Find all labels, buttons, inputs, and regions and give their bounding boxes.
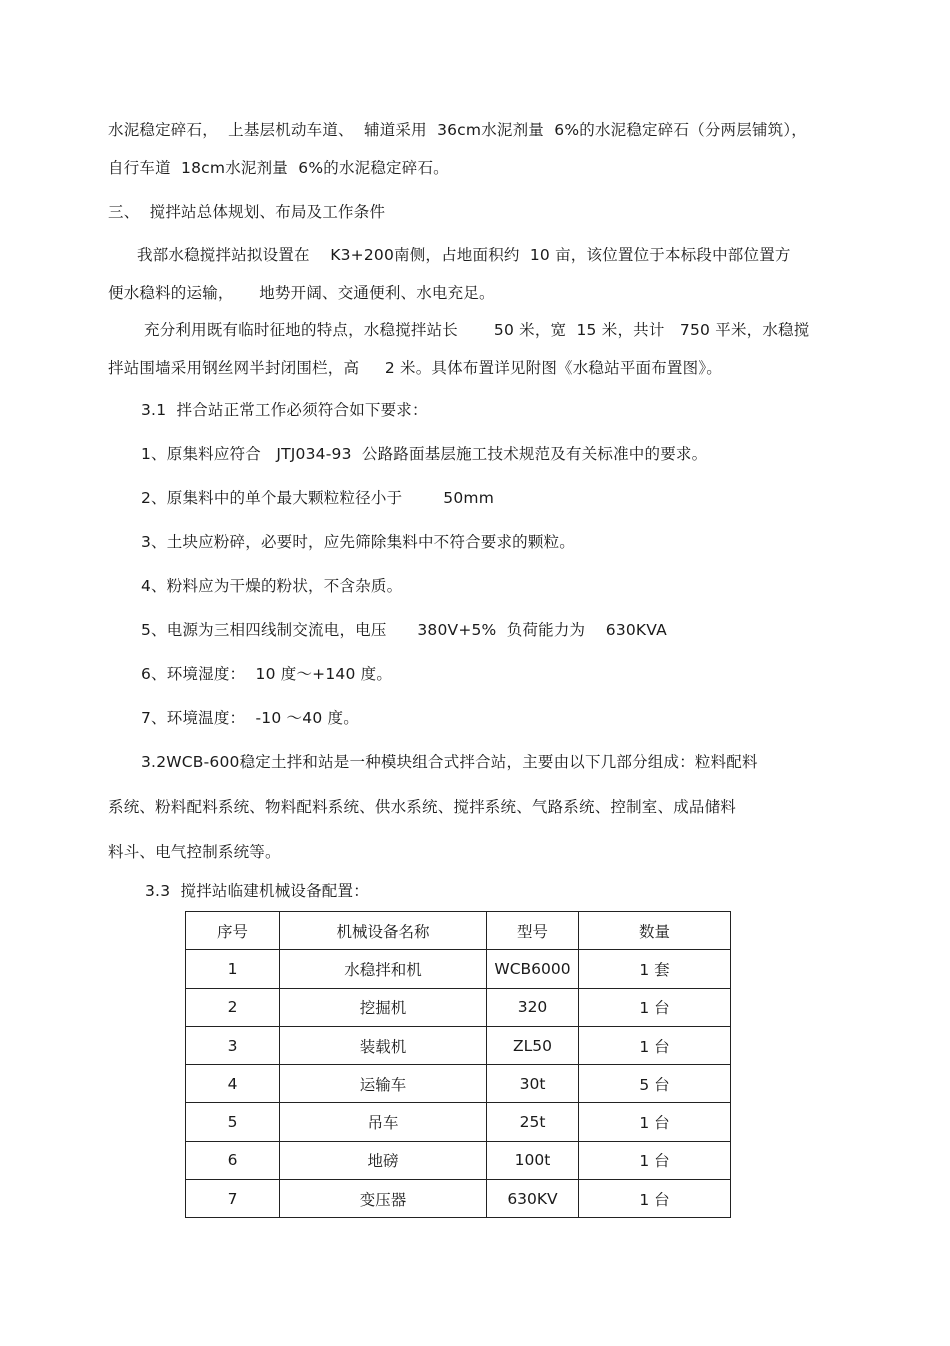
table-row bbox=[186, 950, 731, 988]
requirement-item: 1、原集料应符合 JTJ034-93 公路路面基层施工技术规范及有关标准中的要求。 bbox=[141, 445, 708, 463]
table-cell: 水稳拌和机 bbox=[280, 950, 487, 988]
table-cell: 1 台 bbox=[579, 1141, 731, 1179]
paragraph-line: 便水稳料的运输， 地势开阔、交通便利、水电充足。 bbox=[108, 284, 495, 302]
header-cell-quantity: 数量 bbox=[579, 912, 731, 950]
table-row bbox=[186, 1180, 731, 1218]
table-cell: 7 bbox=[186, 1180, 280, 1218]
header-cell-equipment-name: 机械设备名称 bbox=[280, 912, 487, 950]
table-cell: 装载机 bbox=[280, 1026, 487, 1064]
paragraph-line: 拌站围墙采用钢丝网半封闭围栏，高 2 米。具体布置详见附图《水稳站平面布置图》。 bbox=[108, 359, 722, 377]
table-cell: 320 bbox=[487, 988, 579, 1026]
table-row bbox=[186, 1141, 731, 1179]
paragraph-line: 3.2WCB-600稳定土拌和站是一种模块组合式拌合站，主要由以下几部分组成：粒料配料 bbox=[141, 753, 758, 771]
table-cell: 30t bbox=[487, 1065, 579, 1103]
table-cell: ZL50 bbox=[487, 1026, 579, 1064]
table-cell: 变压器 bbox=[280, 1180, 487, 1218]
requirement-item: 5、电源为三相四线制交流电，电压 380V+5% 负荷能力为 630KVA bbox=[141, 621, 667, 639]
table-cell: 吊车 bbox=[280, 1103, 487, 1141]
table-cell: 2 bbox=[186, 988, 280, 1026]
paragraph-line: 充分利用既有临时征地的特点，水稳搅拌站长 50 米，宽 15 米，共计 750 平米，水稳搅 bbox=[144, 321, 810, 339]
header-cell-model: 型号 bbox=[487, 912, 579, 950]
table-cell: 1 bbox=[186, 950, 280, 988]
paragraph-line: 我部水稳搅拌站拟设置在 K3+200南侧，占地面积约 10 亩，该位置位于本标段中部位置方 bbox=[137, 246, 791, 264]
table-row bbox=[186, 1065, 731, 1103]
table-cell: WCB6000 bbox=[487, 950, 579, 988]
paragraph-line: 料斗、电气控制系统等。 bbox=[108, 843, 281, 861]
table-header-row bbox=[186, 912, 731, 950]
header-cell-index: 序号 bbox=[186, 912, 280, 950]
table-row bbox=[186, 1103, 731, 1141]
requirement-item: 6、环境湿度： 10 度～+140 度。 bbox=[141, 665, 393, 683]
table-cell: 5 台 bbox=[579, 1065, 731, 1103]
table-cell: 6 bbox=[186, 1141, 280, 1179]
section-heading: 三、 搅拌站总体规划、布局及工作条件 bbox=[108, 203, 386, 221]
table-cell: 挖掘机 bbox=[280, 988, 487, 1026]
subsection-heading: 3.3 搅拌站临建机械设备配置： bbox=[145, 882, 369, 900]
requirement-item: 3、土块应粉碎，必要时，应先筛除集料中不符合要求的颗粒。 bbox=[141, 533, 575, 551]
table-cell: 5 bbox=[186, 1103, 280, 1141]
table-cell: 25t bbox=[487, 1103, 579, 1141]
table-cell: 运输车 bbox=[280, 1065, 487, 1103]
table-cell: 4 bbox=[186, 1065, 280, 1103]
table-row bbox=[186, 988, 731, 1026]
requirement-item: 7、环境温度： -10 ～40 度。 bbox=[141, 709, 359, 727]
table-cell: 1 台 bbox=[579, 1026, 731, 1064]
paragraph-line: 自行车道 18cm水泥剂量 6%的水泥稳定碎石。 bbox=[108, 159, 449, 177]
table-cell: 1 台 bbox=[579, 988, 731, 1026]
subsection-heading: 3.1 拌合站正常工作必须符合如下要求： bbox=[141, 401, 428, 419]
table-cell: 1 套 bbox=[579, 950, 731, 988]
equipment-table bbox=[185, 911, 731, 1218]
requirement-item: 2、原集料中的单个最大颗粒粒径小于 50mm bbox=[141, 489, 494, 507]
table-cell: 630KV bbox=[487, 1180, 579, 1218]
table-cell: 3 bbox=[186, 1026, 280, 1064]
table-cell: 地磅 bbox=[280, 1141, 487, 1179]
paragraph-line: 系统、粉料配料系统、物料配料系统、供水系统、搅拌系统、气路系统、控制室、成品储料 bbox=[108, 798, 737, 816]
table-cell: 1 台 bbox=[579, 1180, 731, 1218]
table-cell: 100t bbox=[487, 1141, 579, 1179]
table-cell: 1 台 bbox=[579, 1103, 731, 1141]
table-row bbox=[186, 1026, 731, 1064]
requirement-item: 4、粉料应为干燥的粉状，不含杂质。 bbox=[141, 577, 403, 595]
paragraph-line: 水泥稳定碎石， 上基层机动车道、 辅道采用 36cm水泥剂量 6%的水泥稳定碎石（分两层铺筑）， bbox=[108, 121, 808, 139]
